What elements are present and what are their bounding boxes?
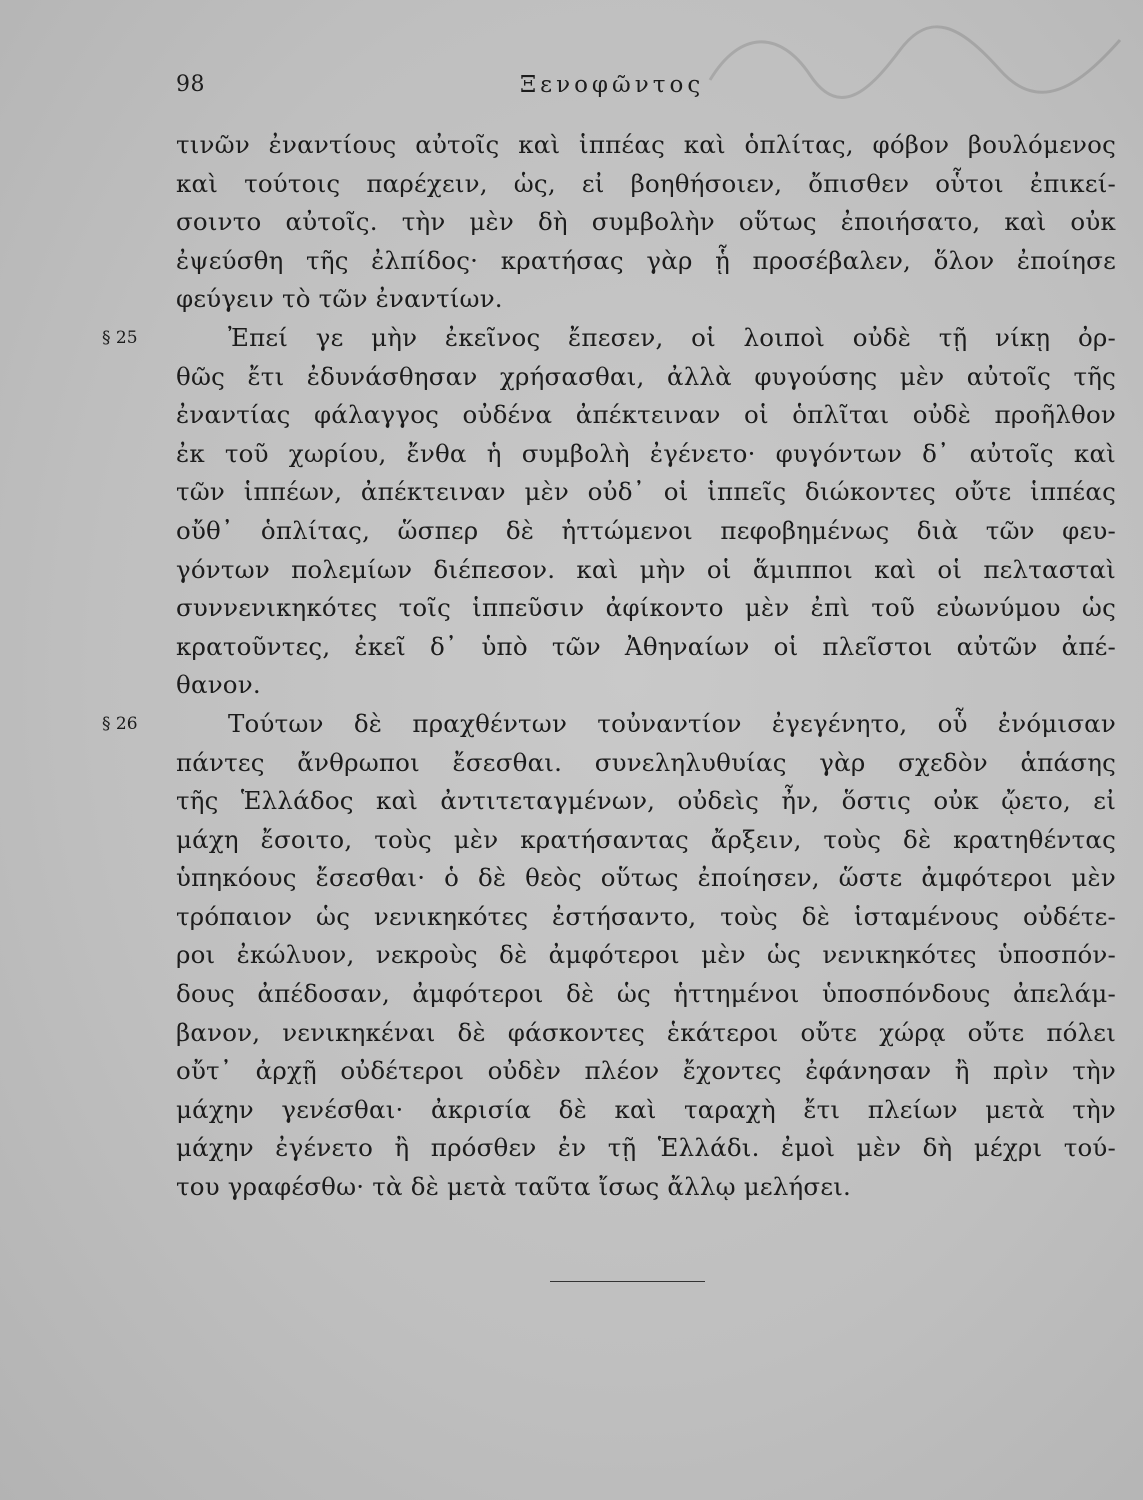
text-line: τῆς Ἑλλάδος καὶ ἀντιτεταγμένων, οὐδεὶς ἦν, ὅστις οὐκ ᾤετο, εἰ — [176, 786, 1116, 816]
text-line: μάχην γενέσθαι· ἀκρισία δὲ καὶ ταραχὴ ἔτι πλείων μετὰ τὴν — [176, 1094, 1116, 1124]
text-line: μάχην ἐγένετο ἢ πρόσθεν ἐν τῇ Ἑλλάδι. ἐμοὶ μὲν δὴ μέχρι τού- — [176, 1133, 1116, 1163]
text-line: μάχη ἔσοιτο, τοὺς μὲν κρατήσαντας ἄρξειν, τοὺς δὲ κρατηθέντας — [176, 824, 1116, 854]
text-line: ἐκ τοῦ χωρίου, ἔνθα ἡ συμβολὴ ἐγένετο· φυγόντων δ᾿ αὐτοῖς καὶ — [176, 438, 1116, 468]
text-line: Τούτων δὲ πραχθέντων τοὐναντίον ἐγεγένητο, οὗ ἐνόμισαν — [228, 708, 1116, 738]
paragraph-3 — [102, 705, 1116, 1207]
text-line: κρατοῦντες, ἐκεῖ δ᾿ ὑπὸ τῶν Ἀθηναίων οἱ πλεῖστοι αὐτῶν ἀπέ- — [176, 631, 1116, 661]
paragraph-2 — [102, 319, 1116, 705]
text-line: ροι ἐκώλυον, νεκροὺς δὲ ἀμφότεροι μὲν ὡς νενικηκότες ὑποσπόν- — [176, 940, 1116, 970]
text-line: συννενικηκότες τοῖς ἱππεῦσιν ἀφίκοντο μὲν ἐπὶ τοῦ εὐωνύμου ὡς — [176, 593, 1116, 623]
text-line: δους ἀπέδοσαν, ἀμφότεροι δὲ ὡς ἡττημένοι ὑποσπόνδους ἀπελάμ- — [176, 979, 1116, 1009]
text-line: φεύγειν τὸ τῶν ἐναντίων. — [176, 284, 503, 314]
text-line: βανον, νενικηκέναι δὲ φάσκοντες ἑκάτεροι οὔτε χώρᾳ οὔτε πόλει — [176, 1017, 1116, 1047]
text-line: σοιντο αὐτοῖς. τὴν μὲν δὴ συμβολὴν οὕτως ἐποιήσατο, καὶ οὐκ — [176, 207, 1116, 237]
text-line: γόντων πολεμίων διέπεσον. καὶ μὴν οἱ ἅμιπποι καὶ οἱ πελτασταὶ — [176, 554, 1116, 584]
text-line: ἐψεύσθη τῆς ἐλπίδος· κρατήσας γὰρ ᾗ προσέβαλεν, ὅλον ἐποίησε — [176, 245, 1116, 275]
page-header — [0, 68, 1143, 108]
text-line: τινῶν ἐναντίους αὐτοῖς καὶ ἱππέας καὶ ὁπλίτας, φόβον βουλόμενος — [176, 130, 1116, 159]
section-marker: § 26 — [102, 713, 138, 734]
section-marker: § 25 — [102, 327, 138, 348]
text-line: θανον. — [176, 670, 261, 700]
text-line: Ἐπεί γε μὴν ἐκεῖνος ἔπεσεν, οἱ λοιποὶ οὐδὲ τῇ νίκῃ ὀρ- — [228, 322, 1116, 352]
text-line: πάντες ἄνθρωποι ἔσεσθαι. συνεληλυθυίας γὰρ σχεδὸν ἁπάσης — [176, 747, 1116, 777]
text-line: θῶς ἔτι ἐδυνάσθησαν χρήσασθαι, ἀλλὰ φυγούσης μὲν αὐτοῖς τῆς — [176, 361, 1116, 391]
end-rule — [550, 1281, 705, 1282]
text-line: οὔτ᾿ ἀρχῇ οὐδέτεροι οὐδὲν πλέον ἔχοντες ἐφάνησαν ἢ πρὶν τὴν — [176, 1056, 1116, 1086]
text-line: ὑπηκόους ἔσεσθαι· ὁ δὲ θεὸς οὕτως ἐποίησεν, ὥστε ἀμφότεροι μὲν — [176, 863, 1116, 893]
text-line: ἐναντίας φάλαγγος οὐδένα ἀπέκτειναν οἱ ὁπλῖται οὐδὲ προῆλθον — [176, 400, 1116, 430]
paragraph-1 — [176, 126, 1116, 319]
running-head: Ξενοφῶντος — [520, 72, 705, 98]
text-line: τῶν ἱππέων, ἀπέκτειναν μὲν οὐδ᾿ οἱ ἱππεῖς διώκοντες οὔτε ἱππέας — [176, 477, 1116, 507]
text-line: οὔθ᾿ ὁπλίτας, ὥσπερ δὲ ἡττώμενοι πεφοβημένως διὰ τῶν φευ- — [176, 515, 1116, 545]
text-line: καὶ τούτοις παρέχειν, ὡς, εἰ βοηθήσοιεν, ὄπισθεν οὗτοι ἐπικεί- — [176, 168, 1116, 198]
page-number: 98 — [176, 72, 205, 97]
body-text — [102, 126, 1116, 1207]
text-line: του γραφέσθω· τὰ δὲ μετὰ ταῦτα ἴσως ἄλλῳ μελήσει. — [176, 1172, 852, 1202]
text-line: τρόπαιον ὡς νενικηκότες ἐστήσαντο, τοὺς δὲ ἱσταμένους οὐδέτε- — [176, 901, 1116, 931]
